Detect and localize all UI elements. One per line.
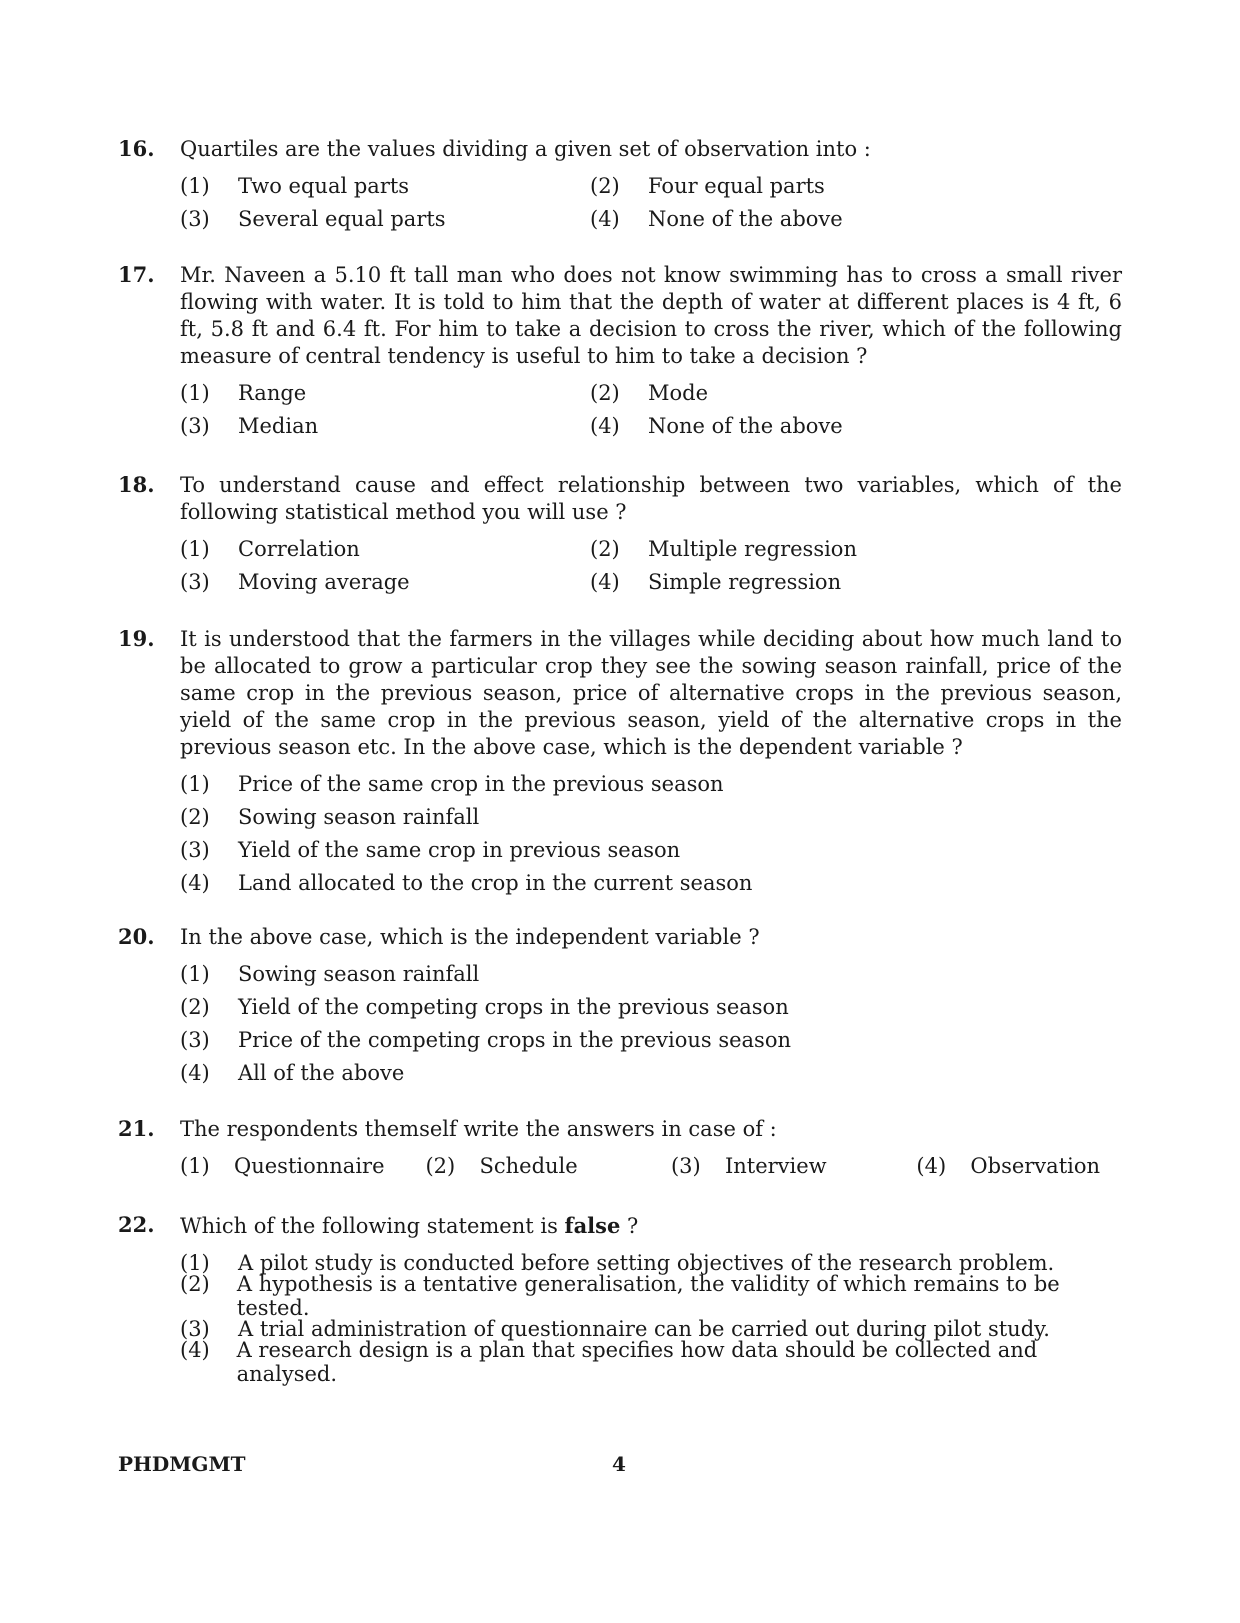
- option-2: (2) Four equal parts: [590, 173, 825, 198]
- question-number: 19.: [118, 626, 155, 651]
- options: [180, 957, 1122, 1089]
- option-1: (1) Range: [180, 380, 307, 405]
- options: [180, 767, 1122, 899]
- question-16: [118, 136, 1122, 235]
- options: [180, 1149, 1122, 1182]
- question-text: Quartiles are the values dividing a given set of observation into :: [180, 137, 871, 161]
- option-3: (3) Median: [180, 413, 319, 438]
- options: [180, 169, 1122, 235]
- question-text: To understand cause and effect relationship between two variables, which of the following statistical method you will use ?: [180, 473, 1122, 524]
- option-1: (1) Sowing season rainfall: [180, 961, 480, 986]
- option-3: (3) Moving average: [180, 569, 410, 594]
- option-1: (1) Two equal parts: [180, 173, 410, 198]
- question-17: [118, 262, 1122, 442]
- option-2: (2) A hypothesis is a tentative generalisation, the validity of which remains to be tested.: [180, 1271, 1060, 1320]
- question-22: [118, 1212, 1122, 1386]
- option-4: (4) A research design is a plan that specifies how data should be collected and analysed.: [180, 1337, 1038, 1386]
- option-3: (3) Interview: [670, 1153, 827, 1178]
- emphasis-false: false: [564, 1213, 621, 1238]
- option-3: (3) A trial administration of questionnaire can be carried out during pilot study.: [180, 1316, 1050, 1341]
- question-text: The respondents themself write the answers in case of :: [180, 1117, 777, 1141]
- options: [180, 532, 1122, 598]
- question-text: It is understood that the farmers in the villages while deciding about how much land to be allocated to grow a particular crop they see the sowing season rainfall, price of the same crop in the previous season, price of alternative crops in the previous season, yield of the same crop in the previous season, yield of the alternative crops in the previous season etc. In the above case, which is the dependent variable ?: [180, 627, 1122, 759]
- question-number: 22.: [118, 1212, 155, 1237]
- option-3: (3) Price of the competing crops in the previous season: [180, 1027, 791, 1052]
- option-2: (2) Mode: [590, 380, 709, 405]
- question-number: 17.: [118, 262, 155, 287]
- option-1: (1) Price of the same crop in the previous season: [180, 771, 724, 796]
- question-text: Which of the following statement is false ?: [180, 1213, 639, 1238]
- option-2: (2) Yield of the competing crops in the previous season: [180, 994, 789, 1019]
- question-19: [118, 626, 1122, 899]
- option-1: (1) A pilot study is conducted before setting objectives of the research problem.: [180, 1250, 1055, 1275]
- option-4: (4) Simple regression: [590, 569, 842, 594]
- option-4: (4) All of the above: [180, 1060, 405, 1085]
- question-number: 18.: [118, 472, 155, 497]
- question-text: In the above case, which is the independent variable ?: [180, 925, 760, 949]
- question-text: Mr. Naveen a 5.10 ft tall man who does not know swimming has to cross a small river flowing with water. It is told to him that the depth of water at different places is 4 ft, 6 ft, 5.8 ft and 6.4 ft. For him to take a decision to cross the river, which of the following measure of central tendency is useful to him to take a decision ?: [180, 263, 1122, 368]
- page-number: 4: [612, 1452, 626, 1476]
- options: [180, 376, 1122, 442]
- question-20: [118, 924, 1122, 1089]
- question-18: [118, 472, 1122, 598]
- question-number: 16.: [118, 136, 155, 161]
- paper-code: PHDMGMT: [118, 1452, 246, 1476]
- question-number: 20.: [118, 924, 155, 949]
- options: [180, 1246, 1122, 1386]
- option-4: (4) Observation: [916, 1153, 1101, 1178]
- question-21: [118, 1116, 1122, 1182]
- option-3: (3) Several equal parts: [180, 206, 446, 231]
- option-2: (2) Multiple regression: [590, 536, 857, 561]
- option-1: (1) Questionnaire: [180, 1153, 385, 1178]
- option-1: (1) Correlation: [180, 536, 360, 561]
- option-2: (2) Sowing season rainfall: [180, 804, 480, 829]
- option-4: (4) None of the above: [590, 206, 843, 231]
- option-2: (2) Schedule: [425, 1153, 578, 1178]
- option-3: (3) Yield of the same crop in previous season: [180, 837, 681, 862]
- option-4: (4) Land allocated to the crop in the current season: [180, 870, 753, 895]
- option-4: (4) None of the above: [590, 413, 843, 438]
- question-number: 21.: [118, 1116, 155, 1141]
